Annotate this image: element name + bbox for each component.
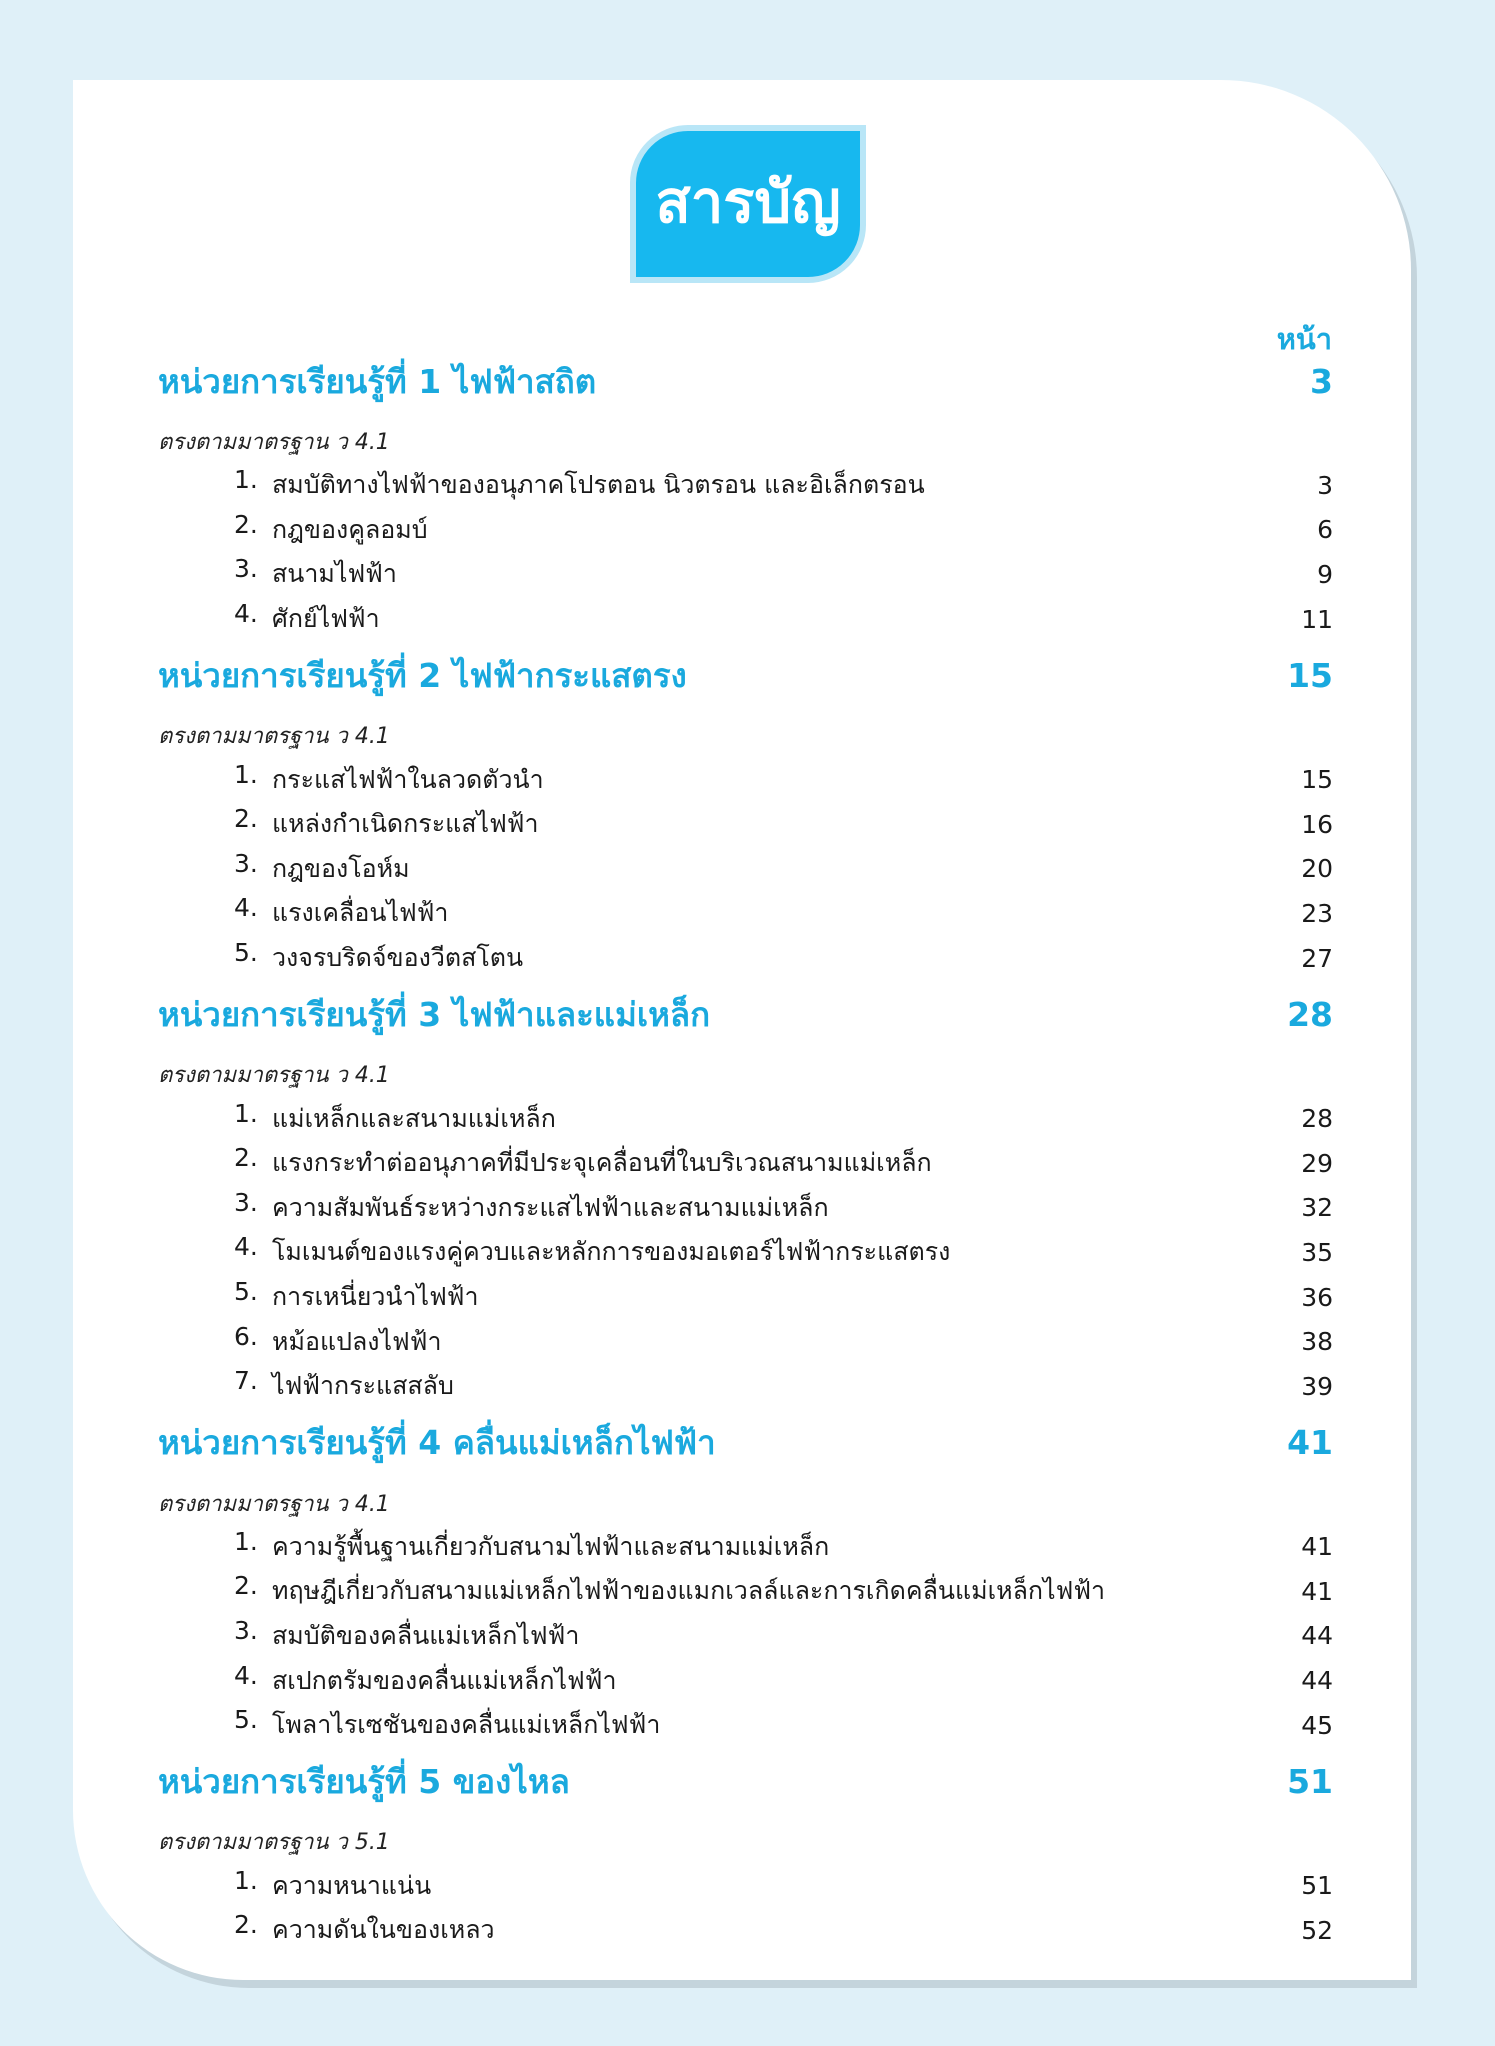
toc-entry-label <box>158 1910 495 1950</box>
toc-entry-text: สมบัติของคลื่นแม่เหล็กไฟฟ้า <box>272 1620 580 1650</box>
unit-heading[interactable] <box>158 1417 1333 1469</box>
toc-entry-page: 44 <box>1301 1666 1333 1696</box>
toc-entry-page: 41 <box>1301 1532 1333 1562</box>
toc-entry-label <box>158 938 523 978</box>
toc-entry[interactable] <box>158 508 1333 553</box>
toc-entry-number: 1. <box>234 1865 258 1895</box>
unit-heading[interactable] <box>158 988 1333 1040</box>
toc-entry-label <box>158 1571 1105 1611</box>
title-badge <box>630 125 866 283</box>
toc-entry-text: ศักย์ไฟฟ้า <box>272 604 380 634</box>
toc-entry-label <box>158 760 544 800</box>
toc-entry-page: 23 <box>1301 898 1333 928</box>
unit-standard: ตรงตามมาตรฐาน ว 4.1 <box>158 724 390 750</box>
page-title: สารบัญ <box>655 168 841 236</box>
toc-entry-page: 3 <box>1317 470 1333 500</box>
toc-entry-text: ทฤษฎีเกี่ยวกับสนามแม่เหล็กไฟฟ้าของแมกเวลล์และการเกิดคลื่นแม่เหล็กไฟฟ้า <box>272 1576 1106 1606</box>
toc-entry-label <box>158 849 410 889</box>
toc-entry-text: กระแสไฟฟ้าในลวดตัวนำ <box>272 764 544 794</box>
unit-title: หน่วยการเรียนรู้ที่ 3 ไฟฟ้าและแม่เหล็ก <box>158 994 711 1034</box>
toc-entry-number: 6. <box>234 1321 258 1351</box>
toc-entry-text: ความดันในของเหลว <box>272 1915 495 1945</box>
toc-entry[interactable] <box>158 1230 1333 1275</box>
unit-standard: ตรงตามมาตรฐาน ว 4.1 <box>158 430 390 455</box>
toc-entry-label <box>158 1661 616 1701</box>
toc-entry[interactable] <box>158 1141 1333 1186</box>
toc-entry-text: แหล่งกำเนิดกระแสไฟฟ้า <box>272 809 539 839</box>
unit-page-number: 41 <box>1287 1423 1333 1462</box>
toc-entry-number: 2. <box>234 1910 258 1940</box>
toc-entry-number: 1. <box>234 465 258 495</box>
toc-entry-label <box>158 1277 479 1317</box>
toc-entry[interactable] <box>158 1569 1333 1614</box>
toc-entry-text: สนามไฟฟ้า <box>272 559 397 589</box>
toc-entry-label <box>158 1705 660 1745</box>
toc-entry-label <box>158 1527 829 1567</box>
unit-heading[interactable] <box>158 649 1333 701</box>
toc-entry-number: 5. <box>234 938 258 968</box>
toc-entry-text: การเหนี่ยวนำไฟฟ้า <box>272 1282 479 1312</box>
toc-entry-number: 7. <box>234 1366 258 1396</box>
toc-entry-number: 3. <box>234 1187 258 1217</box>
toc-entry-label <box>158 1866 431 1906</box>
toc-entry-text: กฎของคูลอมบ์ <box>272 514 428 544</box>
toc-entry[interactable] <box>158 597 1333 642</box>
toc-entry-number: 1. <box>234 1098 258 1128</box>
toc-entry-text: โมเมนต์ของแรงคู่ควบและหลักการของมอเตอร์ไฟฟ้ากระแสตรง <box>272 1237 951 1267</box>
toc-entry-page: 32 <box>1301 1193 1333 1223</box>
toc-entry[interactable] <box>158 1319 1333 1364</box>
toc-entry-text: สเปกตรัมของคลื่นแม่เหล็กไฟฟ้า <box>272 1665 617 1695</box>
toc-entry-page: 28 <box>1301 1104 1333 1134</box>
toc-entry-page: 41 <box>1301 1576 1333 1606</box>
toc-entry-text: ความรู้พื้นฐานเกี่ยวกับสนามไฟฟ้าและสนามแม่เหล็ก <box>272 1531 830 1561</box>
toc-entry-text: ความหนาแน่น <box>272 1870 432 1900</box>
toc-entry-page: 29 <box>1301 1148 1333 1178</box>
toc-entry[interactable] <box>158 552 1333 597</box>
toc-entry-page: 11 <box>1301 604 1333 634</box>
toc-entry-page: 35 <box>1301 1237 1333 1267</box>
toc-entry-text: ไฟฟ้ากระแสสลับ <box>272 1371 454 1401</box>
toc-entry-page: 38 <box>1301 1327 1333 1357</box>
toc-entry-page: 9 <box>1317 559 1333 589</box>
toc-entry-number: 3. <box>234 848 258 878</box>
toc-entry-number: 4. <box>234 893 258 923</box>
toc-entry-label <box>158 893 448 933</box>
toc-entry[interactable] <box>158 1525 1333 1570</box>
unit-title: หน่วยการเรียนรู้ที่ 4 คลื่นแม่เหล็กไฟฟ้า <box>158 1423 716 1462</box>
toc-entry-number: 1. <box>234 759 258 789</box>
toc-entry-text: แรงเคลื่อนไฟฟ้า <box>272 898 449 928</box>
toc-entry-label <box>158 1099 556 1139</box>
toc-entry-page: 27 <box>1301 943 1333 973</box>
unit-page-number: 28 <box>1287 994 1333 1034</box>
toc-entry[interactable] <box>158 1364 1333 1409</box>
toc-entry-page: 44 <box>1301 1621 1333 1651</box>
toc-entry-page: 36 <box>1301 1282 1333 1312</box>
toc-entry-number: 2. <box>234 1143 258 1173</box>
unit-standard: ตรงตามมาตรฐาน ว 4.1 <box>158 1063 390 1089</box>
toc-entry[interactable] <box>158 1658 1333 1703</box>
toc-entry-label <box>158 1322 442 1362</box>
toc-entry[interactable] <box>158 1275 1333 1320</box>
toc-entry-label <box>158 1366 454 1406</box>
toc-entry-label <box>158 510 428 550</box>
toc-entry[interactable] <box>158 891 1333 936</box>
toc-entry-label <box>158 1616 579 1656</box>
unit-heading[interactable] <box>158 1755 1333 1807</box>
toc-entry-text: ความสัมพันธ์ระหว่างกระแสไฟฟ้าและสนามแม่เหล็ก <box>272 1192 829 1222</box>
toc-entry-number: 5. <box>234 1277 258 1307</box>
toc-entry-label <box>158 554 397 594</box>
toc-entry-number: 4. <box>234 1660 258 1690</box>
toc-entry-page: 51 <box>1301 1871 1333 1901</box>
toc-entry-number: 3. <box>234 554 258 584</box>
toc-entry-label <box>158 1143 932 1183</box>
toc-entry-label <box>158 465 925 505</box>
toc-entry-page: 15 <box>1301 765 1333 795</box>
toc-entry-text: สมบัติทางไฟฟ้าของอนุภาคโปรตอน นิวตรอน และอิเล็กตรอน <box>272 470 925 500</box>
unit-page-number: 51 <box>1287 1761 1333 1801</box>
toc-entry-number: 2. <box>234 509 258 539</box>
table-of-contents <box>158 355 1333 1953</box>
toc-entry-text: แม่เหล็กและสนามแม่เหล็ก <box>272 1103 556 1133</box>
toc-entry[interactable] <box>158 463 1333 508</box>
toc-entry[interactable] <box>158 1614 1333 1659</box>
unit-standard: ตรงตามมาตรฐาน ว 5.1 <box>158 1830 390 1856</box>
toc-entry-text: หม้อแปลงไฟฟ้า <box>272 1326 442 1356</box>
unit-heading[interactable] <box>158 355 1333 407</box>
toc-entry-page: 6 <box>1317 515 1333 545</box>
toc-entry[interactable] <box>158 1908 1333 1953</box>
toc-entry-text: กฎของโอห์ม <box>272 853 410 883</box>
unit-standard: ตรงตามมาตรฐาน ว 4.1 <box>158 1491 390 1517</box>
toc-entry-number: 2. <box>234 804 258 834</box>
toc-entry-label <box>158 804 539 844</box>
toc-entry-page: 45 <box>1301 1710 1333 1740</box>
unit-title: หน่วยการเรียนรู้ที่ 5 ของไหล <box>158 1761 570 1801</box>
toc-entry-page: 20 <box>1301 854 1333 884</box>
unit-title: หน่วยการเรียนรู้ที่ 1 ไฟฟ้าสถิต <box>158 361 597 401</box>
unit-page-number: 15 <box>1287 655 1333 695</box>
toc-entry[interactable] <box>158 1863 1333 1908</box>
toc-entry-number: 2. <box>234 1571 258 1601</box>
toc-entry-number: 4. <box>234 599 258 629</box>
toc-entry-label <box>158 1188 829 1228</box>
toc-entry-number: 5. <box>234 1705 258 1735</box>
toc-entry-text: โพลาไรเซชันของคลื่นแม่เหล็กไฟฟ้า <box>272 1710 661 1740</box>
toc-entry-page: 39 <box>1301 1371 1333 1401</box>
toc-entry[interactable] <box>158 757 1333 802</box>
toc-entry-text: วงจรบริดจ์ของวีตสโตน <box>272 943 524 973</box>
unit-page-number: 3 <box>1310 361 1333 401</box>
toc-entry-page: 52 <box>1301 1915 1333 1945</box>
page-column-label: หน้า <box>1276 322 1332 356</box>
toc-entry[interactable] <box>158 1186 1333 1231</box>
unit-title: หน่วยการเรียนรู้ที่ 2 ไฟฟ้ากระแสตรง <box>158 655 687 695</box>
toc-entry-text: แรงกระทำต่ออนุภาคที่มีประจุเคลื่อนที่ในบริเวณสนามแม่เหล็ก <box>272 1148 932 1178</box>
toc-entry[interactable] <box>158 847 1333 892</box>
toc-entry-label <box>158 599 380 639</box>
toc-entry-number: 1. <box>234 1526 258 1556</box>
toc-entry-page: 16 <box>1301 809 1333 839</box>
toc-entry-number: 3. <box>234 1615 258 1645</box>
toc-entry-label <box>158 1232 950 1272</box>
toc-entry-number: 4. <box>234 1232 258 1262</box>
toc-entry[interactable] <box>158 802 1333 847</box>
toc-entry[interactable] <box>158 1096 1333 1141</box>
toc-entry[interactable] <box>158 1703 1333 1748</box>
toc-entry[interactable] <box>158 936 1333 981</box>
